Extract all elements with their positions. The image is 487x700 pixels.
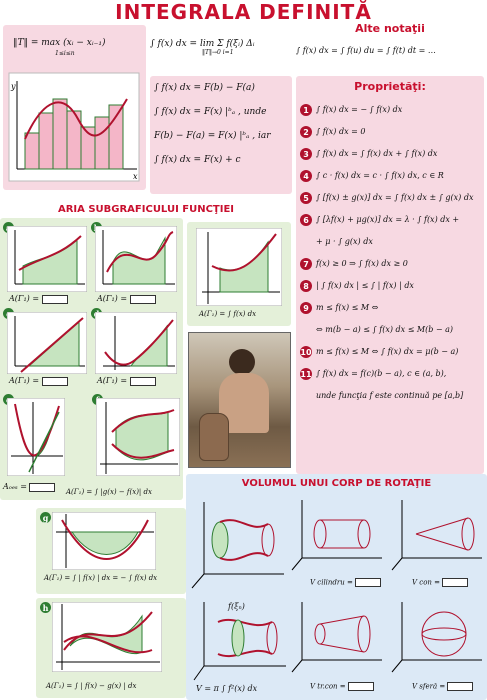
riemann-sum-graph	[3, 69, 146, 189]
property-number: 3	[300, 148, 312, 160]
graph-c-caption-text: A(Γ₁) =	[9, 376, 40, 385]
volum-heading: VOLUMUL UNUI CORP DE ROTAŢIE	[241, 478, 432, 489]
volume-frustum-caption-text: V tr.con =	[310, 682, 346, 691]
graph-a	[7, 226, 87, 292]
property-item	[300, 121, 480, 143]
property-formula: m ≤ f(x) ≤ M ⇔	[316, 302, 379, 312]
graph-a-caption-text: A(Γ₁) =	[9, 294, 40, 303]
property-formula: unde funcţia f este continuă pe [a,b]	[316, 390, 464, 400]
graph-h-block	[36, 598, 186, 698]
property-item	[300, 209, 480, 231]
center-area-panel	[187, 222, 291, 326]
volume-frustum-diagram	[290, 596, 384, 676]
property-formula: ∫ f(x) dx = − ∫ f(x) dx	[316, 104, 403, 114]
norm-formula: ‖T‖ = max (xᵢ − xᵢ₋₁)	[13, 38, 106, 48]
property-formula: m ≤ f(x) ≤ M ⇔ ∫ f(x) dx = μ(b − a)	[316, 346, 459, 356]
property-number: 2	[300, 126, 312, 138]
riemann-limits: ‖T‖→0 i=1	[202, 48, 234, 56]
volume-cone-answer-box[interactable]	[442, 578, 468, 587]
graph-a-block	[3, 222, 89, 304]
property-formula: ∫ f(x) dx = 0	[316, 126, 366, 136]
graph-d-caption	[97, 376, 156, 386]
property-formula: ∫ [λf(x) + μg(x)] dx = λ · ∫ f(x) dx +	[316, 214, 460, 224]
graph-d	[95, 312, 177, 374]
volume-cone-diagram	[390, 494, 484, 574]
graph-c-caption	[9, 376, 68, 386]
graph-f	[96, 398, 180, 476]
property-formula: + μ · ∫ g(x) dx	[316, 236, 373, 246]
volume-sphere-diagram	[390, 596, 484, 676]
property-item	[300, 187, 480, 209]
volume-formula: V = π ∫ f²(x) dx	[196, 684, 258, 693]
graph-b-caption	[97, 294, 156, 304]
property-number: 9	[300, 302, 312, 314]
graph-f-caption: A(Γ₁) = ∫ |g(x) − f(x)| dx	[66, 488, 152, 496]
volume-general-diagram	[190, 494, 288, 592]
property-number: 1	[300, 104, 312, 116]
property-number: 11	[300, 369, 312, 379]
graph-c	[7, 312, 87, 374]
graph-d-caption-text: A(Γ₁) =	[97, 376, 128, 385]
property-item	[300, 253, 480, 275]
graph-c-block	[3, 308, 89, 390]
potter-figure	[229, 349, 255, 375]
graph-e-block	[3, 394, 65, 498]
clay-pot	[199, 413, 229, 461]
volume-frustum-caption	[310, 682, 374, 691]
property-number: 7	[300, 258, 312, 270]
property-item	[300, 275, 480, 297]
property-number: 6	[300, 214, 312, 226]
nl-formula-2: ∫ f(x) dx = F(x) |ᵇₐ , unde	[154, 106, 267, 117]
graph-e-caption	[3, 482, 55, 492]
graph-g	[52, 512, 156, 570]
volume-frustum-answer-box[interactable]	[348, 682, 374, 691]
property-formula: ∫ [f(x) ± g(x)] dx = ∫ f(x) dx ± ∫ g(x) dx	[316, 192, 474, 202]
nl-formula-1: ∫ f(x) dx = F(b) − F(a)	[154, 83, 255, 93]
proprietati-panel	[296, 76, 484, 474]
property-item	[300, 297, 480, 319]
svg-text:x: x	[133, 172, 138, 181]
alte-notatii-formula: ∫ f(x) dx = ∫ f(u) du = ∫ f(t) dt = …	[296, 46, 436, 55]
graph-h-caption: A(Γ₁) = ∫ | f(x) − g(x) | dx	[46, 682, 137, 690]
alte-notatii-box	[296, 22, 484, 72]
property-formula: ⇔ m(b − a) ≤ ∫ f(x) dx ≤ M(b − a)	[316, 324, 454, 334]
property-formula: ∫ f(x) dx = ∫ f(x) dx + ∫ f(x) dx	[316, 148, 438, 158]
graph-h-label: h	[40, 602, 51, 613]
graph-g-block	[36, 508, 186, 594]
property-formula: ∫ f(x) dx = f(c)(b − a), c ∈ (a, b),	[316, 368, 447, 378]
proprietati-list	[300, 99, 480, 407]
volume-cylinder-answer-box[interactable]	[355, 578, 381, 587]
riemann-formula-box	[150, 28, 290, 72]
property-item	[300, 363, 480, 385]
property-item	[300, 385, 480, 407]
riemann-formula: ∫ f(x) dx = lim Σ f(ξᵢ) Δᵢ	[150, 39, 255, 49]
volume-sphere-answer-box[interactable]	[447, 682, 473, 691]
page-title: INTEGRALA DEFINITĂ	[115, 0, 372, 24]
riemann-panel	[3, 25, 146, 190]
nl-formula-3: F(b) − F(a) = F(x) |ᵇₐ , iar	[154, 130, 271, 141]
volume-cylinder-caption-text: V cilindru =	[310, 578, 353, 587]
property-number: 4	[300, 170, 312, 182]
center-area-graph	[196, 228, 282, 306]
volume-cylinder-diagram	[290, 494, 384, 574]
volume-cylinder-caption	[310, 578, 381, 587]
alte-notatii-heading: Alte notaţii	[355, 22, 425, 35]
graph-g-caption: A(Γ₁) = ∫ | f(x) | dx = − ∫ f(x) dx	[44, 574, 158, 582]
graph-c-answer-box[interactable]	[42, 377, 68, 386]
property-formula: | ∫ f(x) dx | ≤ ∫ | f(x) | dx	[316, 280, 414, 290]
graph-h	[52, 602, 162, 672]
graph-b-caption-text: A(Γ₁) =	[97, 294, 128, 303]
graph-f-block	[92, 394, 182, 498]
graph-d-answer-box[interactable]	[130, 377, 156, 386]
graph-d-block	[91, 308, 181, 390]
potter-photo	[188, 332, 291, 468]
property-number: 5	[300, 192, 312, 204]
norm-index: 1≤i≤n	[55, 50, 75, 57]
graph-e-caption-text: Aₒₑₛ =	[3, 482, 27, 491]
property-number: 10	[300, 347, 312, 357]
volume-sphere-caption	[412, 682, 473, 691]
graph-e	[7, 398, 65, 476]
property-item	[300, 319, 480, 341]
graph-a-answer-box[interactable]	[42, 295, 68, 304]
graph-b-answer-box[interactable]	[130, 295, 156, 304]
volume-cone-caption-text: V con =	[412, 578, 441, 587]
property-item	[300, 143, 480, 165]
property-formula: f(x) ≥ 0 ⇒ ∫ f(x) dx ≥ 0	[316, 258, 408, 268]
property-number: 8	[300, 280, 312, 292]
graph-b	[95, 226, 177, 292]
property-item	[300, 165, 480, 187]
volume-sphere-caption-text: V sferă =	[412, 682, 446, 691]
proprietati-heading: Proprietăţi:	[354, 80, 426, 93]
property-item	[300, 341, 480, 363]
svg-text:y: y	[11, 82, 16, 91]
graph-a-caption	[9, 294, 68, 304]
property-item	[300, 99, 480, 121]
property-formula: ∫ c · f(x) dx = c · ∫ f(x) dx, c ∈ R	[316, 170, 444, 180]
xi-label: f(ξₙ)	[228, 602, 245, 611]
newton-leibniz-panel	[150, 76, 292, 194]
nl-formula-4: ∫ f(x) dx = F(x) + c	[154, 154, 241, 165]
graph-g-label: g	[40, 512, 51, 523]
graph-e-answer-box[interactable]	[29, 483, 55, 492]
volume-cone-caption	[412, 578, 468, 587]
property-item	[300, 231, 480, 253]
center-area-caption: A(Γ₁) = ∫ f(x) dx	[199, 310, 257, 318]
graph-b-block	[91, 222, 181, 304]
aria-heading: ARIA SUBGRAFICULUI FUNCŢIEI	[57, 204, 235, 215]
